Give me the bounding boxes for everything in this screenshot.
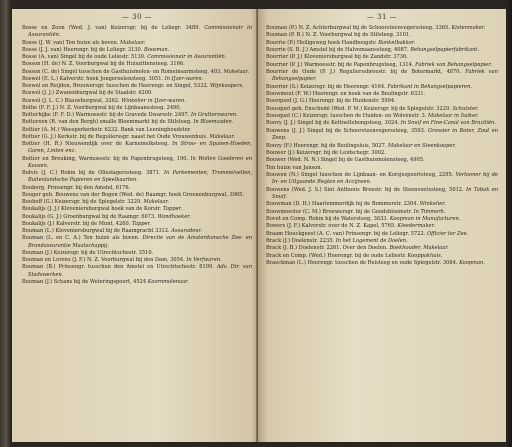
entry-occupation: Kistenmaker.	[451, 25, 486, 31]
entry-occupation: Koopman in Manufacturen.	[389, 215, 461, 222]
page-edge-shadow	[506, 0, 512, 447]
entry-text: Bosse en Zoon (Wed. J. van) Keizersgr. bij de Leliegr. 3489.	[22, 25, 201, 31]
entry-occupation: Koornmolenaar.	[147, 278, 189, 285]
directory-entry	[22, 250, 252, 257]
entry-text: Bottereen (R. van den Bergh) smalle Bloemmarkt bij de Stilsteeg.	[22, 119, 192, 126]
entry-occupation: Boosman.	[144, 46, 170, 53]
directory-entry	[266, 165, 498, 172]
entry-occupation: Tapper.	[163, 206, 183, 213]
entry-occupation: Makelaar en Steenkooper.	[388, 142, 456, 149]
directory-entry	[22, 69, 252, 76]
entry-text: Braeckman (L.) Heerengr. tusschen de Reisteeg en oude Spiegelstr. 3084.	[266, 260, 458, 266]
directory-entry	[22, 90, 252, 97]
entry-text: Bouvy (J. J.) Singel bij de Kettnellebongsteeg, 3024.	[266, 120, 400, 127]
entry-list-right	[266, 25, 498, 267]
entry-occupation: Fabriek van Behangselpapier.	[272, 69, 498, 83]
entry-text: Bovet en Comp. Rokin bij de Watersteeg, 3633.	[266, 215, 389, 222]
directory-entry	[22, 206, 252, 213]
directory-entry	[22, 279, 252, 286]
directory-entry	[22, 40, 252, 47]
directory-entry	[22, 185, 252, 192]
entry-text: Bouger geb. Bouwens van der Bogen (Wed. de) Raamgr. hoek Groenenburgwal, 3965.	[22, 191, 245, 198]
directory-entry	[22, 76, 252, 83]
entry-occupation: Makelaar in Suiker.	[427, 113, 479, 120]
directory-entry	[266, 187, 498, 202]
directory-entry	[266, 69, 498, 84]
directory-entry	[22, 156, 252, 171]
directory-entry	[266, 223, 498, 230]
directory-entry	[22, 221, 252, 228]
entry-occupation: Wandhoeker.	[157, 213, 191, 220]
entry-text: Brack (J. B.) Doelenstr. 2261. Over den Doelen.	[266, 245, 388, 252]
entry-text: Boukalijs (G. J.) Groenburgwal bij de Raamgr. 6073.	[22, 213, 156, 220]
entry-text: Bourrier (S.) Keizersgr. bij de Heerengr. 4164.	[266, 83, 386, 90]
left-page	[12, 9, 258, 442]
entry-text: Bottier (G. J.) Kerkstr. bij de Regulierssgr. naast het Oude Vrouwenhuis.	[22, 133, 208, 140]
directory-entry	[22, 25, 252, 40]
entry-occupation: Fabrikant in Behangselpapieren.	[387, 83, 472, 90]
entry-text: Boswel (J. J.) Zwanenburgwal bij de Staalstr. 4200.	[22, 90, 153, 97]
entry-text: Bouwens (Wed. J. S.) Sint Anthonis Breestr. bij de Steenvoetssteeg, 5012.	[266, 186, 464, 193]
entry-occupation: Boekhouder, Makelaar.	[389, 245, 449, 252]
entry-occupation: Kooppakhuis.	[407, 252, 443, 259]
entry-text: Bouman (J.) Schans bij de Weteringspoort, 4524	[22, 278, 147, 285]
entry-occupation: Commissionair in Assurantiën.	[147, 54, 227, 60]
entry-text: Bouvy (F.) Heerengr. bij de Beulingsluis, 5027.	[266, 142, 387, 149]
directory-entry	[266, 98, 498, 105]
entry-text: Bowers (J. F.) Kalverstr. over de N. Z. Kapel, 5765.	[266, 223, 396, 230]
entry-occupation: In Timmerh.	[413, 208, 446, 215]
directory-entry	[22, 105, 252, 112]
entry-occupation: In Grutterswaren.	[191, 112, 238, 118]
entry-occupation: Makelaar.	[209, 133, 235, 140]
entry-text: Bouwmeester (C. M.) Brouwersgr. bij de Goudsbloemstr.	[266, 208, 412, 215]
entry-occupation: Behangselpapierfabrikant.	[410, 47, 480, 54]
entry-list-left	[22, 25, 252, 286]
directory-entry	[22, 61, 252, 68]
entry-occupation: In het Logement de Doelen.	[335, 237, 408, 244]
directory-entry	[22, 141, 252, 156]
entry-occupation: Assuradeur.	[171, 228, 202, 234]
entry-occupation: Schutster.	[452, 105, 479, 112]
directory-entry	[22, 264, 252, 279]
entry-text: Boukalijs (J.) Kalverstr. bij de Munt, 4260.	[22, 220, 131, 227]
directory-entry	[266, 143, 498, 150]
entry-occupation: Adv. Dir. van Stadswerken.	[28, 264, 252, 278]
entry-occupation: Commissionair in Assurantiën.	[28, 25, 252, 39]
entry-occupation: Verlooner bij de In- en Uitgaande Regten en Accijnsen.	[272, 171, 498, 186]
directory-entry	[22, 235, 252, 250]
directory-entry	[22, 134, 252, 141]
entry-text: Bourrier (P. J.) Warmoesstr. bij de Papenbrugsteeg, 1314.	[266, 61, 414, 68]
entry-occupation: Makelaar.	[120, 39, 146, 46]
entry-text: Bourqued (J. G.) Heerengr. bij de Huidenstr. 5994.	[266, 98, 396, 105]
directory-entry	[266, 260, 498, 267]
entry-text: Bosse (J. J. van) Heerengr. bij de Leliegr. 3130.	[22, 46, 143, 53]
directory-entry	[266, 32, 498, 39]
directory-entry	[266, 209, 498, 216]
directory-entry	[266, 253, 498, 260]
entry-text: Bouwer (J.) Keizersgr. bij de Leidschegr. 3002.	[266, 149, 386, 156]
directory-entry	[266, 128, 498, 143]
entry-text: Bosson (C. de) Singel tusschen de Gasthuismolen- en Romeinsarmsteeg. 403.	[22, 68, 222, 75]
entry-occupation: In IJzer-waren.	[164, 75, 204, 82]
entry-occupation: Winkelier.	[419, 201, 446, 208]
entry-text: Boswel (J. L. C.) Blauwburgwal, 3262.	[22, 97, 120, 104]
entry-text: Bourrie (P.) Heiligeweg hoek Handboogstr.	[266, 39, 377, 46]
entry-text: Botvis (J. C.) Rokin bij de Olieslagerssteeg. 3871.	[22, 170, 161, 176]
entry-text: Bouwen (N.) Singel tusschen de Lijnbaan- en Korsjespoortsteeg, 2295.	[266, 171, 454, 178]
entry-text: Bouhoff (G.) Keizersgr. bij de Spiegelstr. 3229.	[22, 199, 142, 205]
right-page	[258, 9, 506, 442]
entry-text: Bottier (H. R.) Nieuwendijk over de Karnemelksteeg.	[22, 141, 169, 147]
directory-entry	[266, 40, 498, 47]
entry-text: Bosse (A. van) Singel bij de oude Leliestr. 5130.	[22, 54, 146, 60]
directory-entry	[266, 172, 498, 187]
directory-entry	[266, 54, 498, 61]
entry-text: Bottier en Breuking, Warmoesstr. bij de Papenbrugsteeg, 190.	[22, 155, 189, 162]
directory-entry	[22, 192, 252, 199]
entry-text: Bouberg, Prinsengr. bij den Amstel, 6176.	[22, 184, 131, 191]
directory-entry	[266, 245, 498, 252]
entry-text: Bouman en Lorens (J. F.) N. Z. Voorburgwal bij den Dam, 3054.	[22, 257, 185, 263]
entry-text: Brack en Comp. (Wed.) Heerengr. bij de oude Leliestr.	[266, 252, 406, 259]
directory-entry	[22, 127, 252, 134]
entry-text: Bourrie (S. B. J.) Amstel bij de Halvemaanssteeg, 4087.	[266, 47, 409, 54]
entry-occupation: Makelaar.	[223, 68, 250, 75]
entry-occupation: In Verfwaren.	[186, 257, 222, 263]
entry-text: Bourrier (P. J.) Kloveniersburgwal bij de Zandstr. 3736.	[266, 54, 408, 61]
directory-entry	[22, 170, 252, 185]
entry-text: Bouman (P. B.) N. Z. Voorburgwal bij de Stilsteeg. 3101.	[266, 32, 411, 39]
entry-text: Bouwer (Wed. N. N.) Singel bij de Gasthuismolensteeg, 4905.	[266, 157, 425, 164]
directory-entry	[266, 120, 498, 127]
entry-text: Bourrier de Oude (P. J.) Regulierssbreestr. bij de Botermarkt, 4870.	[266, 69, 462, 76]
entry-occupation: Officier ter Zee.	[426, 230, 469, 237]
entry-text: Ten huize van Janson.	[266, 164, 323, 171]
entry-text: Bosse (J. W. van) Ten huize als boven.	[22, 39, 119, 46]
entry-text: Bottier (A. M.) Weesperkerkstr. 6232. Bank van Leeninghoudster.	[22, 126, 192, 133]
directory-entry	[22, 98, 252, 105]
entry-occupation: In Stroo- en Spanen-Hoeden, Garen, Linten enz.	[28, 141, 253, 155]
entry-text: Braam Houckgeest (A. C. van) Prinsengr. bij de Leliegr. 5722.	[266, 230, 426, 237]
entry-text: Brack (J.) Doelenstr. 2235.	[266, 237, 335, 244]
directory-entry	[266, 201, 498, 208]
entry-text: Boswel (E. L.) Kalverstr. hoek Jongeroelensteeg. 3051.	[22, 75, 164, 82]
directory-entry	[22, 119, 252, 126]
entry-text: Boukalijs (J. J.) Kloveniersburgwal hoek van de Korstr.	[22, 206, 162, 213]
entry-text: Boswel en Reijdon, Brouwersgr. tusschen de Heerengr. en Singel, 5332.	[22, 83, 209, 89]
entry-occupation: Fabriek van Behangselpapier.	[415, 61, 492, 68]
entry-occupation: Tapper.	[131, 220, 152, 227]
entry-text: Bosson (H. de) N. Z. Voorburgwal bij de Huiszittensteeg. 3166.	[22, 61, 185, 68]
entry-occupation: Winkelier in IJzer-waren.	[121, 97, 186, 104]
page-number-left: — 30 —	[121, 13, 153, 21]
directory-entry	[266, 62, 498, 69]
directory-entry	[22, 214, 252, 221]
entry-text: Bouman (J.) Keizersgr. bij de Utrechtschestr. 3510.	[22, 249, 154, 256]
entry-text: Bouman (L.) Kloveniersburgwal bij de Raamgracht 3312.	[22, 228, 170, 234]
entry-text: Botterhijke (F. F. D.) Warmoesstr. bij de Gravede Dwarsstr. 2497.	[22, 112, 190, 118]
entry-occupation: In Wollen Goederen en Kousen.	[28, 155, 252, 169]
entry-occupation: In Bloemzaden.	[193, 119, 234, 126]
directory-entry	[266, 157, 498, 164]
directory-entry	[22, 47, 252, 54]
entry-text: Bouwmeut (F. W.) Heerengr. en hoek van de Beulingstr. 6331.	[266, 91, 426, 98]
directory-entry	[266, 231, 498, 238]
entry-text: Bouwman (D. H.) Haarlemmerdijk bij de Bommerstr. 2304.	[266, 201, 419, 208]
entry-occupation: Koopman.	[459, 260, 485, 266]
entry-occupation: Wijnkoopers.	[209, 83, 244, 89]
entry-text: Bousquet geb. Enschedé (Wed. P. M.) Keizersgr. bij de Spiegelstr. 3229.	[266, 105, 451, 112]
entry-occupation: In Parkementen, Trommelvellen, Buitenlandsche Papieren en Speelkaarten.	[28, 170, 253, 184]
entry-text: Bouman (P.) N. Z. Achterburgwal bij de Schoorsteenvegerssteeg. 3365.	[266, 25, 450, 31]
entry-occupation: Grossier in Boter, Zout en Zeep.	[272, 127, 499, 142]
entry-text: Bothe (F. F. J.) N. Z. Voorburgwal bij de Lijnbaanssteeg. 2490.	[22, 104, 182, 111]
entry-text: Bousquet (C.) Keizersgr. tusschen de Huiden- en Wolvenstr. 3.	[266, 113, 427, 120]
entry-occupation: In Snuif en Fine-Canal van Braziliën.	[400, 120, 496, 127]
entry-occupation: Makelaar.	[143, 199, 170, 205]
page-number-right: — 31 —	[366, 13, 398, 21]
entry-text: Bouwens (J. J.) Singel bij de Schoorsteenvegerssteeg, 3593.	[266, 127, 426, 134]
entry-occupation: In Tabak en Snuif.	[272, 186, 499, 200]
directory-entry	[266, 84, 498, 91]
entry-occupation: Kleedermaker.	[397, 223, 436, 230]
entry-text: Bouman (B.) Prinsengr. tusschen den Amstel en Utrechtschestr. 6109.	[22, 264, 214, 271]
entry-occupation: Banketbakker.	[378, 39, 416, 46]
entry-text: Bouman (L. en C. A.) Ten huize als boven.	[22, 235, 140, 242]
entry-occupation: Directie van de Amsterdamsche Zee- en Brandassurantie Maatschappij.	[28, 235, 252, 249]
